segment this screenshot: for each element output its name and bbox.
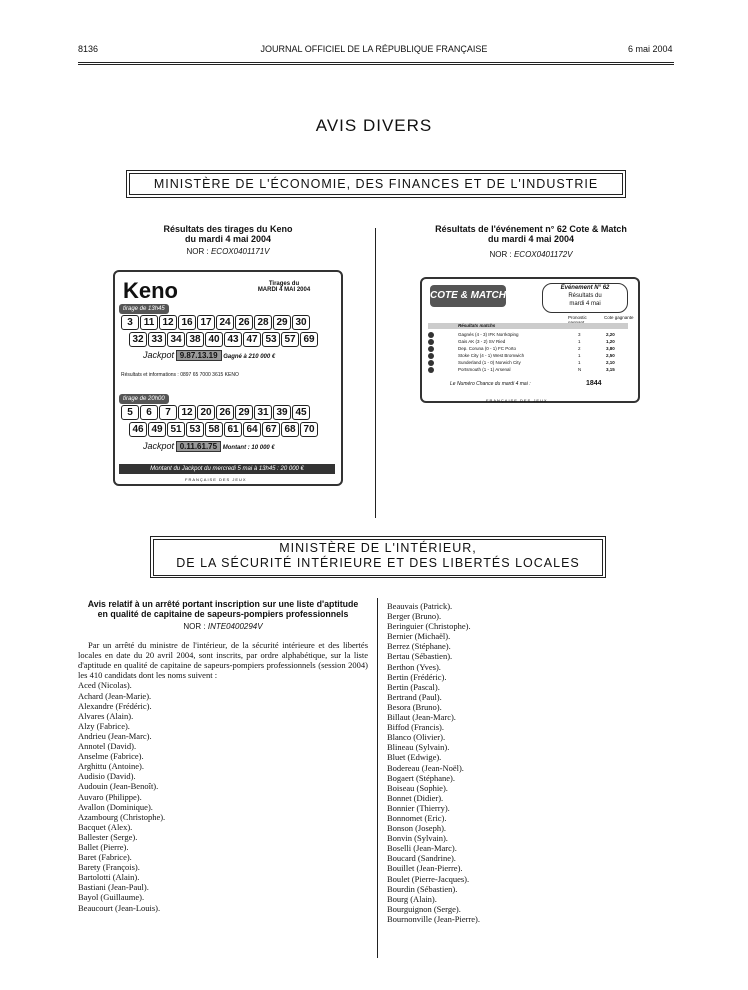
list-item: Bertrand (Paul).: [387, 691, 442, 702]
tirage1-row1: [121, 315, 310, 330]
tirage1-number: 33: [148, 332, 166, 347]
list-item: Bonnier (Thierry).: [387, 802, 450, 813]
list-item: Beringuier (Christophe).: [387, 621, 471, 632]
cote-result-row: [428, 339, 628, 345]
names-list-left: [78, 680, 368, 912]
tirage1-number: 47: [243, 332, 261, 347]
tirage2-number: 31: [254, 405, 272, 420]
ministry-interior-line1: MINISTÈRE DE L'INTÉRIEUR,: [279, 541, 477, 555]
list-item: Bernier (Michaël).: [387, 631, 451, 642]
tirage2-number: 7: [159, 405, 177, 420]
tirage2-number: 49: [148, 422, 166, 437]
list-item: Boselli (Jean-Marc).: [387, 843, 457, 854]
keno-fdj-logo: FRANÇAISE DES JEUX: [185, 477, 247, 482]
list-item: Biffod (Francis).: [387, 722, 444, 733]
bullet-icon: [428, 360, 434, 366]
tirage1-label: tirage de 13h45: [119, 304, 169, 314]
cote-event-line2: Résultats du: [568, 293, 602, 299]
tirage1-number: 34: [167, 332, 185, 347]
bullet-icon: [428, 332, 434, 338]
keno-jackpot-bar: Montant du Jackpot du mercredi 5 mai à 13h45 : 20 000 €: [119, 464, 335, 474]
tirage2-number: 39: [273, 405, 291, 420]
jackpot2-label: Jackpot: [143, 441, 175, 451]
list-item: Bodereau (Jean-Noël).: [387, 762, 464, 773]
list-item: Alzy (Fabrice).: [78, 720, 130, 731]
cote-event-badge: [542, 283, 628, 313]
list-item: Audisio (David).: [78, 771, 136, 782]
list-item: Bartolotti (Alain).: [78, 872, 140, 883]
cote-match: Portsmouth (1 - 1) Arsenal: [458, 367, 511, 372]
cote-heading-line2: du mardi 4 mai 2004: [487, 234, 575, 244]
list-item: Bertin (Frédéric).: [387, 671, 447, 682]
tirage2-number: 20: [197, 405, 215, 420]
cote-result-row: [428, 367, 628, 373]
cote-match-logo: COTE & MATCH: [430, 285, 506, 307]
tirage2-number: 45: [292, 405, 310, 420]
cote-chance-number: 1844: [586, 380, 602, 387]
jackpot1-label: Jackpot: [143, 350, 175, 360]
bullet-icon: [428, 339, 434, 345]
ministry-economy-title: MINISTÈRE DE L'ÉCONOMIE, DES FINANCES ET DE L'INDUSTRIE: [129, 173, 623, 195]
cote-value: 2,50: [606, 353, 615, 358]
article-title: Avis relatif à un arrêté portant inscription sur une liste d'aptitude en qualité de capitaine de sapeurs-pompiers professionnels: [87, 599, 359, 619]
list-item: Bertau (Sébastien).: [387, 651, 453, 662]
journal-title: JOURNAL OFFICIEL DE LA RÉPUBLIQUE FRANÇAISE: [260, 44, 488, 54]
tirage1-row2: [129, 332, 318, 347]
list-item: Bogaert (Stéphane).: [387, 772, 455, 783]
list-item: Bonvin (Sylvain).: [387, 833, 448, 844]
section-title: AVIS DIVERS: [315, 116, 433, 135]
tirage2-number: 61: [224, 422, 242, 437]
list-item: Berger (Bruno).: [387, 611, 442, 622]
bullet-icon: [428, 346, 434, 352]
tirage1-number: 17: [197, 315, 215, 330]
issue-date: 6 mai 2004: [628, 44, 673, 54]
article-left-column: [78, 600, 368, 913]
list-item: Bouillet (Jean-Pierre).: [387, 863, 463, 874]
list-item: Aced (Nicolas).: [78, 680, 132, 691]
jackpot1-gain: Gagné à 210 000 €: [223, 354, 276, 360]
cote-heading: [400, 224, 662, 244]
tirage2-number: 58: [205, 422, 223, 437]
tirage1-number: 11: [140, 315, 158, 330]
list-item: Anselme (Fabrice).: [78, 751, 144, 762]
jackpot2-number: 0.11.61.75: [176, 441, 221, 452]
jackpot2-row: [143, 441, 275, 452]
tirage1-number: 69: [300, 332, 318, 347]
list-item: Achard (Jean-Marie).: [78, 690, 152, 701]
list-item: Bertin (Pascal).: [387, 681, 440, 692]
tirage1-number: 26: [235, 315, 253, 330]
keno-draw-date-line1: Tirages du: [268, 281, 300, 287]
cote-header-row: [428, 323, 628, 329]
tirage2-number: 46: [129, 422, 147, 437]
list-item: Bourdin (Sébastien).: [387, 883, 458, 894]
list-item: Boulet (Pierre-Jacques).: [387, 873, 470, 884]
list-item: Bonson (Joseph).: [387, 823, 447, 834]
tirage1-number: 12: [159, 315, 177, 330]
tirage2-number: 68: [281, 422, 299, 437]
keno-heading: [110, 224, 346, 244]
list-item: Azambourg (Christophe).: [78, 811, 166, 822]
list-item: Alexandre (Frédéric).: [78, 700, 152, 711]
list-item: Beaucourt (Jean-Louis).: [78, 902, 161, 913]
cote-match: Stoke City (4 - 1) West Bromwich: [458, 353, 525, 358]
tirage1-number: 16: [178, 315, 196, 330]
tirage1-number: 32: [129, 332, 147, 347]
ministry-box-economy: [126, 170, 626, 198]
tirage2-number: 26: [216, 405, 234, 420]
cote-match: Gais AK (3 - 2) SV Ried: [458, 339, 506, 344]
list-item: Baret (Fabrice).: [78, 852, 132, 863]
bullet-icon: [428, 367, 434, 373]
article-nor-code: INTE0400294V: [207, 622, 263, 631]
list-item: Bonnomet (Eric).: [387, 812, 447, 823]
cote-value: 2,10: [606, 360, 615, 365]
cote-match: Dep. Coruna (0 - 1) FC Porto: [458, 346, 517, 351]
keno-heading-line1: Résultats des tirages du Keno: [163, 224, 293, 234]
cote-result-row: [428, 360, 628, 366]
list-item: Bluet (Edwige).: [387, 752, 442, 763]
keno-draw-date-line2: MARDI 4 MAI 2004: [257, 287, 311, 293]
cote-header-label: Résultats matchs: [458, 323, 496, 328]
tirage2-number: 12: [178, 405, 196, 420]
list-item: Alvares (Alain).: [78, 710, 134, 721]
keno-nor: [110, 247, 346, 256]
cote-match: Sunderland (1 - 0) Norwich City: [458, 360, 521, 365]
tirage1-number: 30: [292, 315, 310, 330]
cote-fdj-logo: FRANÇAISE DES JEUX: [486, 398, 548, 403]
cote-result-row: [428, 332, 628, 338]
list-item: Bonnet (Didier).: [387, 792, 444, 803]
cote-nor-code: ECOX0401172V: [513, 250, 573, 259]
keno-logo: Keno: [123, 278, 178, 303]
header-rule: [78, 62, 674, 63]
cote-match-card: [420, 277, 640, 403]
page-number: 8136: [78, 44, 99, 54]
keno-draw-date: [249, 281, 319, 293]
jackpot2-gain: Montant : 10 000 €: [222, 445, 275, 451]
tirage1-number: 24: [216, 315, 234, 330]
list-item: Auvaro (Philippe).: [78, 791, 142, 802]
cote-footer: [428, 377, 628, 391]
ministry-interior-title: [153, 539, 603, 576]
tirage2-number: 70: [300, 422, 318, 437]
cote-nor: [400, 250, 662, 259]
list-item: Billaut (Jean-Marc).: [387, 712, 456, 723]
tirage2-number: 51: [167, 422, 185, 437]
cote-nor-label: NOR :: [489, 250, 512, 259]
tirage2-row1: [121, 405, 310, 420]
cote-prono: N: [578, 367, 582, 372]
list-item: Boiseau (Sophie).: [387, 782, 448, 793]
tirage2-number: 53: [186, 422, 204, 437]
keno-info: Résultats et informations : 0897 65 7000 3615 KENO: [121, 372, 239, 378]
list-item: Avallon (Dominique).: [78, 801, 153, 812]
tirage2-number: 5: [121, 405, 139, 420]
tirage2-label: tirage de 20h00: [119, 394, 169, 404]
names-list-right: [387, 601, 677, 924]
list-item: Audouin (Jean-Benoît).: [78, 781, 159, 792]
keno-nor-label: NOR :: [186, 247, 209, 256]
list-item: Andrieu (Jean-Marc).: [78, 730, 152, 741]
list-item: Bayol (Guillaume).: [78, 892, 145, 903]
list-item: Bourguignon (Serge).: [387, 903, 461, 914]
article-nor: [78, 622, 368, 632]
cote-col-prono: Pronostic: [568, 315, 587, 320]
list-item: Boucard (Sandrine).: [387, 853, 456, 864]
column-divider-bottom: [377, 598, 378, 958]
cote-match: Gagnés (4 - 3) IFK Norrköping: [458, 332, 519, 337]
ministry-box-interior: [150, 536, 606, 578]
tirage1-number: 28: [254, 315, 272, 330]
tirage1-number: 43: [224, 332, 242, 347]
article-intro: Par un arrêté du ministre de l'intérieur, de la sécurité intérieure et des libertés locales en date du 20 avril 2004, sont inscrits, par ordre alphabétique, sur la liste d'aptitude en qualité de capitaine de sapeurs-pompiers professionnels (session 2004) les 410 candidats dont les noms suivent :: [78, 640, 368, 681]
cote-footer-text: Le Numéro Chance du mardi 4 mai :: [450, 381, 531, 387]
bullet-icon: [428, 353, 434, 359]
tirage2-number: 67: [262, 422, 280, 437]
cote-heading-line1: Résultats de l'événement n° 62 Cote & Match: [435, 224, 627, 234]
list-item: Berthon (Yves).: [387, 661, 441, 672]
list-item: Annotel (David).: [78, 741, 137, 752]
list-item: Ballester (Serge).: [78, 831, 138, 842]
list-item: Blanco (Olivier).: [387, 732, 446, 743]
cote-value: 3,80: [606, 346, 615, 351]
list-item: Barety (François).: [78, 862, 140, 873]
tirage2-row2: [129, 422, 318, 437]
cote-value: 3,15: [606, 367, 615, 372]
header-rule-2: [78, 64, 674, 65]
tirage1-number: 57: [281, 332, 299, 347]
list-item: Arghittu (Antoine).: [78, 761, 144, 772]
cote-prono: 1: [578, 353, 581, 358]
cote-value: 1,20: [606, 339, 615, 344]
cote-col-cote: Cote gagnante: [604, 315, 634, 320]
tirage2-number: 29: [235, 405, 253, 420]
ministry-interior-line2: DE LA SÉCURITÉ INTÉRIEURE ET DES LIBERTÉS LOCALES: [176, 556, 580, 570]
list-item: Bourg (Alain).: [387, 893, 437, 904]
article-nor-label: NOR :: [183, 622, 206, 631]
tirage1-number: 3: [121, 315, 139, 330]
jackpot1-row: [143, 350, 275, 361]
cote-result-row: [428, 353, 628, 359]
jackpot1-number: 9.87.13.19: [176, 350, 222, 361]
tirage2-number: 6: [140, 405, 158, 420]
cote-event-line3: mardi 4 mai: [569, 301, 601, 307]
list-item: Bournonville (Jean-Pierre).: [387, 913, 480, 924]
cote-result-row: [428, 346, 628, 352]
column-divider-top: [375, 228, 376, 518]
list-item: Bacquet (Alex).: [78, 821, 133, 832]
cote-prono: 1: [578, 360, 581, 365]
cote-value: 2,20: [606, 332, 615, 337]
list-item: Bastiani (Jean-Paul).: [78, 882, 149, 893]
list-item: Beauvais (Patrick).: [387, 601, 453, 611]
keno-results-card: [113, 270, 343, 486]
list-item: Blineau (Sylvain).: [387, 742, 450, 753]
tirage1-number: 38: [186, 332, 204, 347]
tirage1-number: 53: [262, 332, 280, 347]
cote-col-headers: [428, 315, 634, 321]
keno-heading-line2: du mardi 4 mai 2004: [184, 234, 272, 244]
tirage2-number: 64: [243, 422, 261, 437]
cote-prono: 2: [578, 346, 581, 351]
cote-prono: 1: [578, 339, 581, 344]
keno-nor-code: ECOX0401171V: [210, 247, 270, 256]
cote-prono: 3: [578, 332, 581, 337]
tirage1-number: 29: [273, 315, 291, 330]
list-item: Berrez (Stéphane).: [387, 641, 451, 652]
list-item: Ballet (Pierre).: [78, 841, 129, 852]
cote-event-number: Événement N° 62: [560, 285, 610, 291]
tirage1-number: 40: [205, 332, 223, 347]
list-item: Besora (Bruno).: [387, 701, 442, 712]
